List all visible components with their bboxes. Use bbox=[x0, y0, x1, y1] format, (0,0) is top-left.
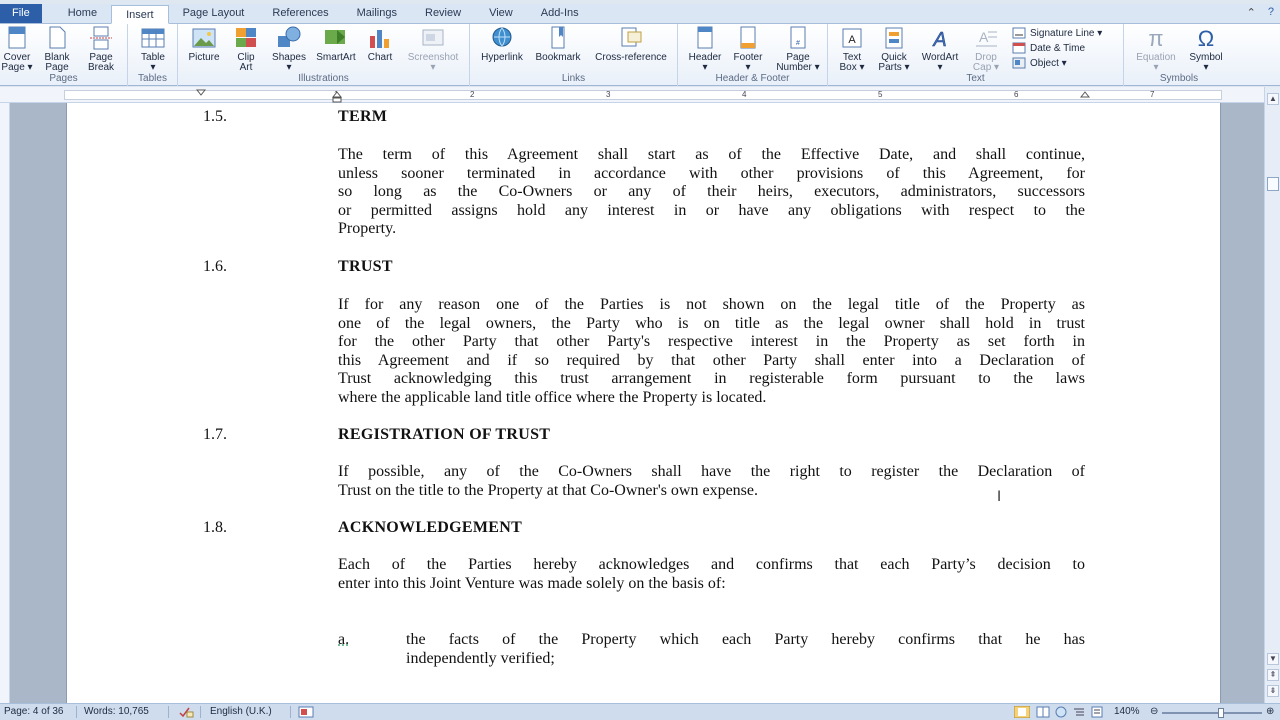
cover-page-button[interactable]: Cover Page ▾ bbox=[0, 26, 34, 73]
page-count[interactable]: Page: 4 of 36 bbox=[4, 706, 64, 717]
screenshot-icon bbox=[420, 26, 446, 50]
group-symbols: π Equation ▾ Ω Symbol ▾ Symbols bbox=[1124, 24, 1234, 86]
header-button[interactable]: Header ▾ bbox=[682, 26, 728, 73]
window-controls bbox=[1247, 6, 1274, 19]
section-heading: TERM bbox=[338, 108, 388, 125]
symbol-button[interactable]: Ω Symbol ▾ bbox=[1189, 26, 1223, 73]
horizontal-ruler[interactable] bbox=[0, 87, 1264, 103]
page-break-icon bbox=[88, 26, 114, 50]
right-indent-icon[interactable] bbox=[1080, 91, 1090, 103]
svg-text:A: A bbox=[933, 29, 947, 50]
omega-icon bbox=[1193, 26, 1219, 50]
word-count[interactable]: Words: 10,765 bbox=[84, 706, 149, 717]
ruler-number: 2 bbox=[470, 90, 475, 99]
group-pages: Cover Page ▾ Blank Page Page Break Pages bbox=[0, 24, 128, 86]
zoom-slider[interactable] bbox=[1162, 712, 1262, 714]
vertical-scrollbar[interactable] bbox=[1264, 87, 1280, 703]
vertical-ruler[interactable] bbox=[0, 103, 10, 703]
shapes-icon bbox=[276, 26, 302, 50]
document-area[interactable] bbox=[10, 103, 1264, 703]
ribbon-tabs bbox=[0, 4, 1280, 24]
ruler-number: 4 bbox=[742, 90, 747, 99]
cross-reference-button[interactable]: Cross-reference bbox=[588, 26, 674, 63]
cover-page-icon bbox=[4, 26, 30, 50]
zoom-out-icon[interactable]: ⊖ bbox=[1150, 706, 1159, 717]
svg-text:A: A bbox=[979, 29, 989, 45]
ruler-number: 3 bbox=[606, 90, 611, 99]
group-illustrations: Picture Clip Art Shapes ▾ SmartArt Chart Screenshot ▾ Illustrations bbox=[178, 24, 470, 86]
document-page[interactable] bbox=[66, 103, 1221, 703]
section-paragraph: The term of this Agreement shall start as of the Effective Date, and shall continue, unless sooner terminated in accordance with other provisions of this Agreement, for so long as the Co-Owners or any of their heirs, executors, administrators, successors or permitted assigns hold any interest in or have any obligations with respect to the Property. bbox=[338, 146, 1085, 238]
help-icon[interactable]: ? bbox=[1267, 6, 1274, 18]
bookmark-icon bbox=[545, 26, 571, 50]
object-icon bbox=[1012, 57, 1026, 69]
clip-art-button[interactable]: Clip Art bbox=[228, 26, 264, 73]
ruler-number: 5 bbox=[878, 90, 883, 99]
tab-home[interactable]: Home bbox=[67, 7, 98, 19]
tab-add-ins[interactable]: Add-Ins bbox=[540, 7, 579, 19]
first-line-indent-icon[interactable] bbox=[196, 89, 206, 101]
status-divider bbox=[168, 706, 169, 718]
list-item-letter: a. bbox=[338, 631, 350, 648]
tab-mailings[interactable]: Mailings bbox=[356, 7, 397, 19]
tab-references[interactable]: References bbox=[272, 7, 329, 19]
drop-cap-button[interactable]: A Drop Cap ▾ bbox=[966, 26, 1006, 73]
macro-recording-icon[interactable] bbox=[298, 706, 314, 718]
bookmark-button[interactable]: Bookmark bbox=[530, 26, 586, 63]
section-number: 1.5. bbox=[203, 108, 227, 125]
quick-parts-button[interactable]: Quick Parts ▾ bbox=[874, 26, 914, 73]
svg-text:π: π bbox=[1148, 26, 1164, 50]
outline-icon[interactable] bbox=[1072, 706, 1086, 718]
cross-reference-icon bbox=[618, 26, 644, 50]
hyperlink-icon bbox=[489, 26, 515, 50]
status-divider bbox=[76, 706, 77, 718]
tab-view[interactable]: View bbox=[489, 7, 513, 19]
group-links: Hyperlink Bookmark Cross-reference Links bbox=[470, 24, 678, 86]
section-number: 1.8. bbox=[203, 519, 227, 536]
header-icon bbox=[692, 26, 718, 50]
section-heading: REGISTRATION OF TRUST bbox=[338, 426, 551, 443]
section-paragraph: If possible, any of the Co-Owners shall have the right to register the Declaration of Trust on the title to the Property at that Co-Owner's own expense. bbox=[338, 463, 1085, 499]
footer-button[interactable]: Footer ▾ bbox=[726, 26, 770, 73]
clip-art-icon bbox=[233, 26, 259, 50]
wordart-button[interactable]: A WordArt ▾ bbox=[916, 26, 964, 73]
quick-parts-icon bbox=[881, 26, 907, 50]
tab-page-layout[interactable]: Page Layout bbox=[182, 7, 245, 19]
zoom-level[interactable]: 140% bbox=[1114, 706, 1140, 717]
pi-icon bbox=[1143, 26, 1169, 50]
screenshot-button[interactable]: Screenshot ▾ bbox=[402, 26, 464, 73]
smartart-icon bbox=[323, 26, 349, 50]
tab-insert[interactable]: Insert bbox=[111, 5, 169, 24]
chart-button[interactable]: Chart bbox=[362, 26, 398, 63]
previous-page-icon[interactable]: ⇞ bbox=[1267, 669, 1279, 681]
zoom-in-icon[interactable]: ⊕ bbox=[1266, 706, 1275, 717]
ruler-strip bbox=[64, 90, 1222, 100]
hanging-indent-icon[interactable] bbox=[332, 91, 342, 103]
tab-file[interactable]: File bbox=[0, 4, 42, 23]
section-paragraph: If for any reason one of the Parties is not shown on the legal title of the Property as one of the legal owners, the Party who is on title as the legal owner shall hold in trust for the other Party that other Party's respective interest in the Property as set forth in this Agreement and if so required by that other Party shall enter into a Declaration of Trust acknowledging this trust arrangement in registerable form pursuant to the laws where the applicable land title office where the Property is located. bbox=[338, 296, 1085, 406]
ruler-number: 7 bbox=[1150, 90, 1155, 99]
equation-button[interactable]: π Equation ▾ bbox=[1136, 26, 1176, 73]
full-screen-reading-icon[interactable] bbox=[1036, 706, 1050, 718]
text-cursor-icon: I bbox=[997, 489, 1002, 505]
calendar-icon bbox=[1012, 42, 1026, 54]
scrollbar-thumb[interactable] bbox=[1267, 177, 1279, 191]
status-bar bbox=[0, 703, 1280, 720]
picture-icon bbox=[191, 26, 217, 50]
draft-icon[interactable] bbox=[1090, 706, 1104, 718]
scroll-down-icon[interactable]: ▼ bbox=[1267, 653, 1279, 665]
page-number-button[interactable]: # Page Number ▾ bbox=[770, 26, 826, 73]
minimize-ribbon-icon[interactable]: ⌃ bbox=[1246, 7, 1256, 19]
wordart-icon bbox=[927, 26, 953, 50]
blank-page-button[interactable]: Blank Page bbox=[40, 26, 74, 73]
table-icon bbox=[140, 26, 166, 50]
page-number-icon bbox=[785, 26, 811, 50]
blank-page-icon bbox=[44, 26, 70, 50]
tab-review[interactable]: Review bbox=[425, 7, 462, 19]
signature-line-button[interactable]: Signature Line ▾ bbox=[1012, 27, 1102, 39]
svg-text:A: A bbox=[848, 34, 856, 46]
text-box-icon bbox=[839, 26, 865, 50]
section-heading: TRUST bbox=[338, 258, 393, 275]
section-number: 1.7. bbox=[203, 426, 227, 443]
section-heading: ACKNOWLEDGEMENT bbox=[338, 519, 523, 536]
chart-icon bbox=[367, 26, 393, 50]
ruler-number: 6 bbox=[1014, 90, 1019, 99]
text-box-button[interactable]: A Text Box ▾ bbox=[832, 26, 872, 73]
status-divider bbox=[200, 706, 201, 718]
shapes-button[interactable]: Shapes ▾ bbox=[268, 26, 310, 73]
list-item: the facts of the Property which each Party hereby confirms that he has independently verified; bbox=[406, 631, 1085, 667]
table-button[interactable]: Table ▾ bbox=[134, 26, 172, 73]
print-layout-icon[interactable] bbox=[1014, 706, 1030, 718]
next-page-icon[interactable]: ⇟ bbox=[1267, 685, 1279, 697]
zoom-slider-thumb[interactable] bbox=[1218, 708, 1224, 718]
smartart-button[interactable]: SmartArt bbox=[312, 26, 360, 63]
date-time-button[interactable]: Date & Time bbox=[1012, 42, 1085, 54]
drop-cap-icon bbox=[973, 26, 999, 50]
proofing-icon[interactable] bbox=[178, 706, 194, 718]
section-paragraph: Each of the Parties hereby acknowledges and confirms that each Party’s decision to enter into this Joint Venture was made solely on the basis of: bbox=[338, 556, 1085, 592]
ribbon bbox=[0, 24, 1280, 86]
object-button[interactable]: Object ▾ bbox=[1012, 57, 1067, 69]
section-number: 1.6. bbox=[203, 258, 227, 275]
status-divider bbox=[290, 706, 291, 718]
group-text: A Text Box ▾ Quick Parts ▾ A WordArt ▾ A Drop Cap ▾ Signature Line ▾ Date & Time Object ▾ Text bbox=[828, 24, 1124, 86]
svg-text:Ω: Ω bbox=[1197, 26, 1215, 50]
hyperlink-button[interactable]: Hyperlink bbox=[476, 26, 528, 63]
group-header-footer: Header ▾ Footer ▾ # Page Number ▾ Header & Footer bbox=[678, 24, 828, 86]
picture-button[interactable]: Picture bbox=[184, 26, 224, 63]
language[interactable]: English (U.K.) bbox=[210, 706, 272, 717]
web-layout-icon[interactable] bbox=[1054, 706, 1068, 718]
page-break-button[interactable]: Page Break bbox=[82, 26, 120, 73]
scroll-up-icon[interactable]: ▲ bbox=[1267, 93, 1279, 105]
footer-icon bbox=[735, 26, 761, 50]
group-tables: Table ▾ Tables bbox=[128, 24, 178, 86]
svg-text:#: # bbox=[796, 40, 800, 47]
signature-line-icon bbox=[1012, 27, 1026, 39]
